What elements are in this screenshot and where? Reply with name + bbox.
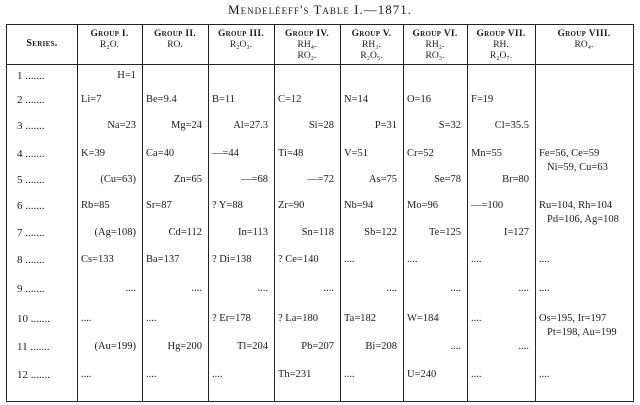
element-cell: ....	[212, 369, 223, 380]
element-cell: Mg=24	[170, 120, 202, 131]
header-line: RO₄.	[574, 40, 594, 50]
element-cell: ....	[81, 313, 92, 324]
element-cell: Cr=52	[407, 148, 434, 159]
column-divider	[535, 25, 536, 401]
element-cell: Th=231	[278, 369, 312, 380]
element-cell: In=113	[237, 227, 268, 238]
series-label: 8 .......	[17, 254, 45, 266]
element-cell: ? Ce=140	[278, 254, 319, 265]
header-line: Group I.	[90, 29, 129, 39]
header-line: Group V.	[351, 29, 392, 39]
element-cell: As=75	[368, 174, 397, 185]
column-divider	[77, 25, 78, 401]
element-cell: C=12	[278, 94, 302, 105]
header-line: Group IV.	[284, 29, 329, 39]
element-cell: ....	[323, 283, 334, 294]
column-divider	[142, 25, 143, 401]
group8-cell: Pt=198, Au=199	[547, 327, 617, 338]
header-line: R₂O₅.	[360, 51, 383, 61]
element-cell: S=32	[438, 120, 461, 131]
element-cell: Nb=94	[344, 200, 374, 211]
element-cell: Tl=204	[236, 341, 268, 352]
header-group-8	[535, 25, 633, 64]
header-line: R₂O.	[100, 40, 119, 50]
element-cell: (Ag=108)	[94, 227, 136, 238]
column-divider	[403, 25, 404, 401]
element-cell: ....	[450, 341, 461, 352]
element-cell: ....	[386, 283, 397, 294]
group8-cell: Fe=56, Ce=59	[539, 148, 600, 159]
header-group-2	[142, 25, 208, 64]
element-cell: F=19	[471, 94, 494, 105]
element-cell: N=14	[344, 94, 369, 105]
group8-cell: ....	[539, 254, 550, 265]
element-cell: —=72	[307, 174, 334, 185]
header-line: Group VII.	[476, 29, 526, 39]
element-cell: ? La=180	[278, 313, 319, 324]
element-cell: Na=23	[107, 120, 136, 131]
element-cell: (Cu=63)	[100, 174, 136, 185]
element-cell: Pb=207	[301, 341, 334, 352]
column-divider	[340, 25, 341, 401]
element-cell: —=100	[471, 200, 504, 211]
header-line: RH₃.	[362, 40, 381, 50]
element-cell: Bi=208	[365, 341, 397, 352]
element-cell: Al=27.3	[233, 120, 268, 131]
element-cell: Ba=137	[146, 254, 180, 265]
element-cell: ....	[344, 369, 355, 380]
element-cell: Sb=122	[364, 227, 397, 238]
element-cell: I=127	[503, 227, 529, 238]
group8-cell: Os=195, Ir=197	[539, 313, 607, 324]
header-divider	[7, 64, 633, 65]
element-cell: ? Er=178	[212, 313, 251, 324]
element-cell: ? Y=88	[212, 200, 243, 211]
element-cell: Hg=200	[167, 341, 202, 352]
element-cell: ....	[257, 283, 268, 294]
element-cell: —=68	[241, 174, 268, 185]
header-line: Series.	[26, 38, 58, 49]
column-divider	[208, 25, 209, 401]
group8-cell: Ru=104, Rh=104	[539, 200, 613, 211]
group8-cell: ....	[539, 283, 550, 294]
element-cell: ....	[471, 313, 482, 324]
element-cell: Li=7	[81, 94, 102, 105]
element-cell: Mo=96	[407, 200, 439, 211]
series-label: 12 .......	[17, 369, 50, 381]
header-line: RH₄.	[297, 40, 317, 50]
header-line: Group VI.	[412, 29, 458, 39]
series-label: 6 .......	[17, 200, 45, 212]
column-divider	[274, 25, 275, 401]
header-group-3	[208, 25, 274, 64]
element-cell: ....	[81, 369, 92, 380]
element-cell: ....	[125, 283, 136, 294]
group8-cell: Pd=106, Ag=108	[547, 214, 619, 225]
element-cell: O=16	[407, 94, 432, 105]
element-cell: ....	[518, 341, 529, 352]
element-cell: Sn=118	[301, 227, 334, 238]
element-cell: W=184	[407, 313, 439, 324]
header-line: R₂O₃.	[229, 40, 253, 50]
element-cell: B=11	[212, 94, 236, 105]
element-cell: ....	[146, 313, 157, 324]
header-line: Group VIII.	[557, 29, 611, 39]
element-cell: ....	[471, 369, 482, 380]
element-cell: ....	[518, 283, 529, 294]
element-cell: Cs=133	[81, 254, 114, 265]
header-line: RO₃.	[425, 51, 445, 61]
element-cell: Te=125	[428, 227, 461, 238]
series-label: 3 .......	[17, 120, 45, 132]
header-line: RH.	[493, 40, 509, 50]
element-cell: Zr=90	[278, 200, 305, 211]
element-cell: Ti=48	[278, 148, 304, 159]
group8-cell: ....	[539, 369, 550, 380]
series-label: 1 .......	[17, 70, 45, 82]
element-cell: P=31	[374, 120, 397, 131]
element-cell: Si=28	[308, 120, 334, 131]
header-line: Group II.	[153, 29, 197, 39]
header-group-4	[274, 25, 340, 64]
element-cell: Se=78	[434, 174, 461, 185]
header-group-1	[77, 25, 142, 64]
series-label: 5 .......	[17, 174, 45, 186]
header-line: R₂O₇.	[489, 51, 513, 61]
series-label: 11 .......	[17, 341, 50, 353]
element-cell: ....	[146, 369, 157, 380]
header-line: RO.	[167, 40, 183, 50]
table-title: Mendeléeff's Table I.—1871.	[228, 2, 412, 17]
element-cell: Cl=35.5	[494, 120, 529, 131]
element-cell: ....	[407, 254, 418, 265]
element-cell: Zn=65	[173, 174, 202, 185]
series-label: 2 .......	[17, 94, 45, 106]
element-cell: H=1	[117, 70, 136, 81]
element-cell: Sr=87	[146, 200, 172, 211]
element-cell: Ca=40	[146, 148, 175, 159]
element-cell: —=44	[212, 148, 239, 159]
element-cell: Cd=112	[168, 227, 202, 238]
element-cell: Br=80	[502, 174, 529, 185]
header-line: RH₂.	[425, 40, 445, 50]
element-cell: (Au=199)	[94, 341, 136, 352]
series-label: 4 .......	[17, 148, 45, 160]
element-cell: ? Di=138	[212, 254, 252, 265]
element-cell: ....	[344, 254, 355, 265]
element-cell: ....	[191, 283, 202, 294]
element-cell: U=240	[407, 369, 437, 380]
element-cell: Ta=182	[344, 313, 377, 324]
periodic-table	[6, 24, 634, 402]
header-line: Group III.	[217, 29, 265, 39]
header-line: RO₂.	[297, 51, 317, 61]
series-label: 10 .......	[17, 313, 50, 325]
header-group-7	[467, 25, 535, 64]
element-cell: ....	[471, 254, 482, 265]
header-group-5	[340, 25, 403, 64]
header-group-6	[403, 25, 467, 64]
series-label: 7 .......	[17, 227, 45, 239]
header-series	[7, 25, 77, 64]
element-cell: Be=9.4	[146, 94, 177, 105]
column-divider	[467, 25, 468, 401]
group8-cell: Ni=59, Cu=63	[547, 162, 608, 173]
element-cell: K=39	[81, 148, 106, 159]
element-cell: Rb=85	[81, 200, 110, 211]
element-cell: ....	[450, 283, 461, 294]
element-cell: V=51	[344, 148, 369, 159]
series-label: 9 .......	[17, 283, 45, 295]
element-cell: Mn=55	[471, 148, 503, 159]
